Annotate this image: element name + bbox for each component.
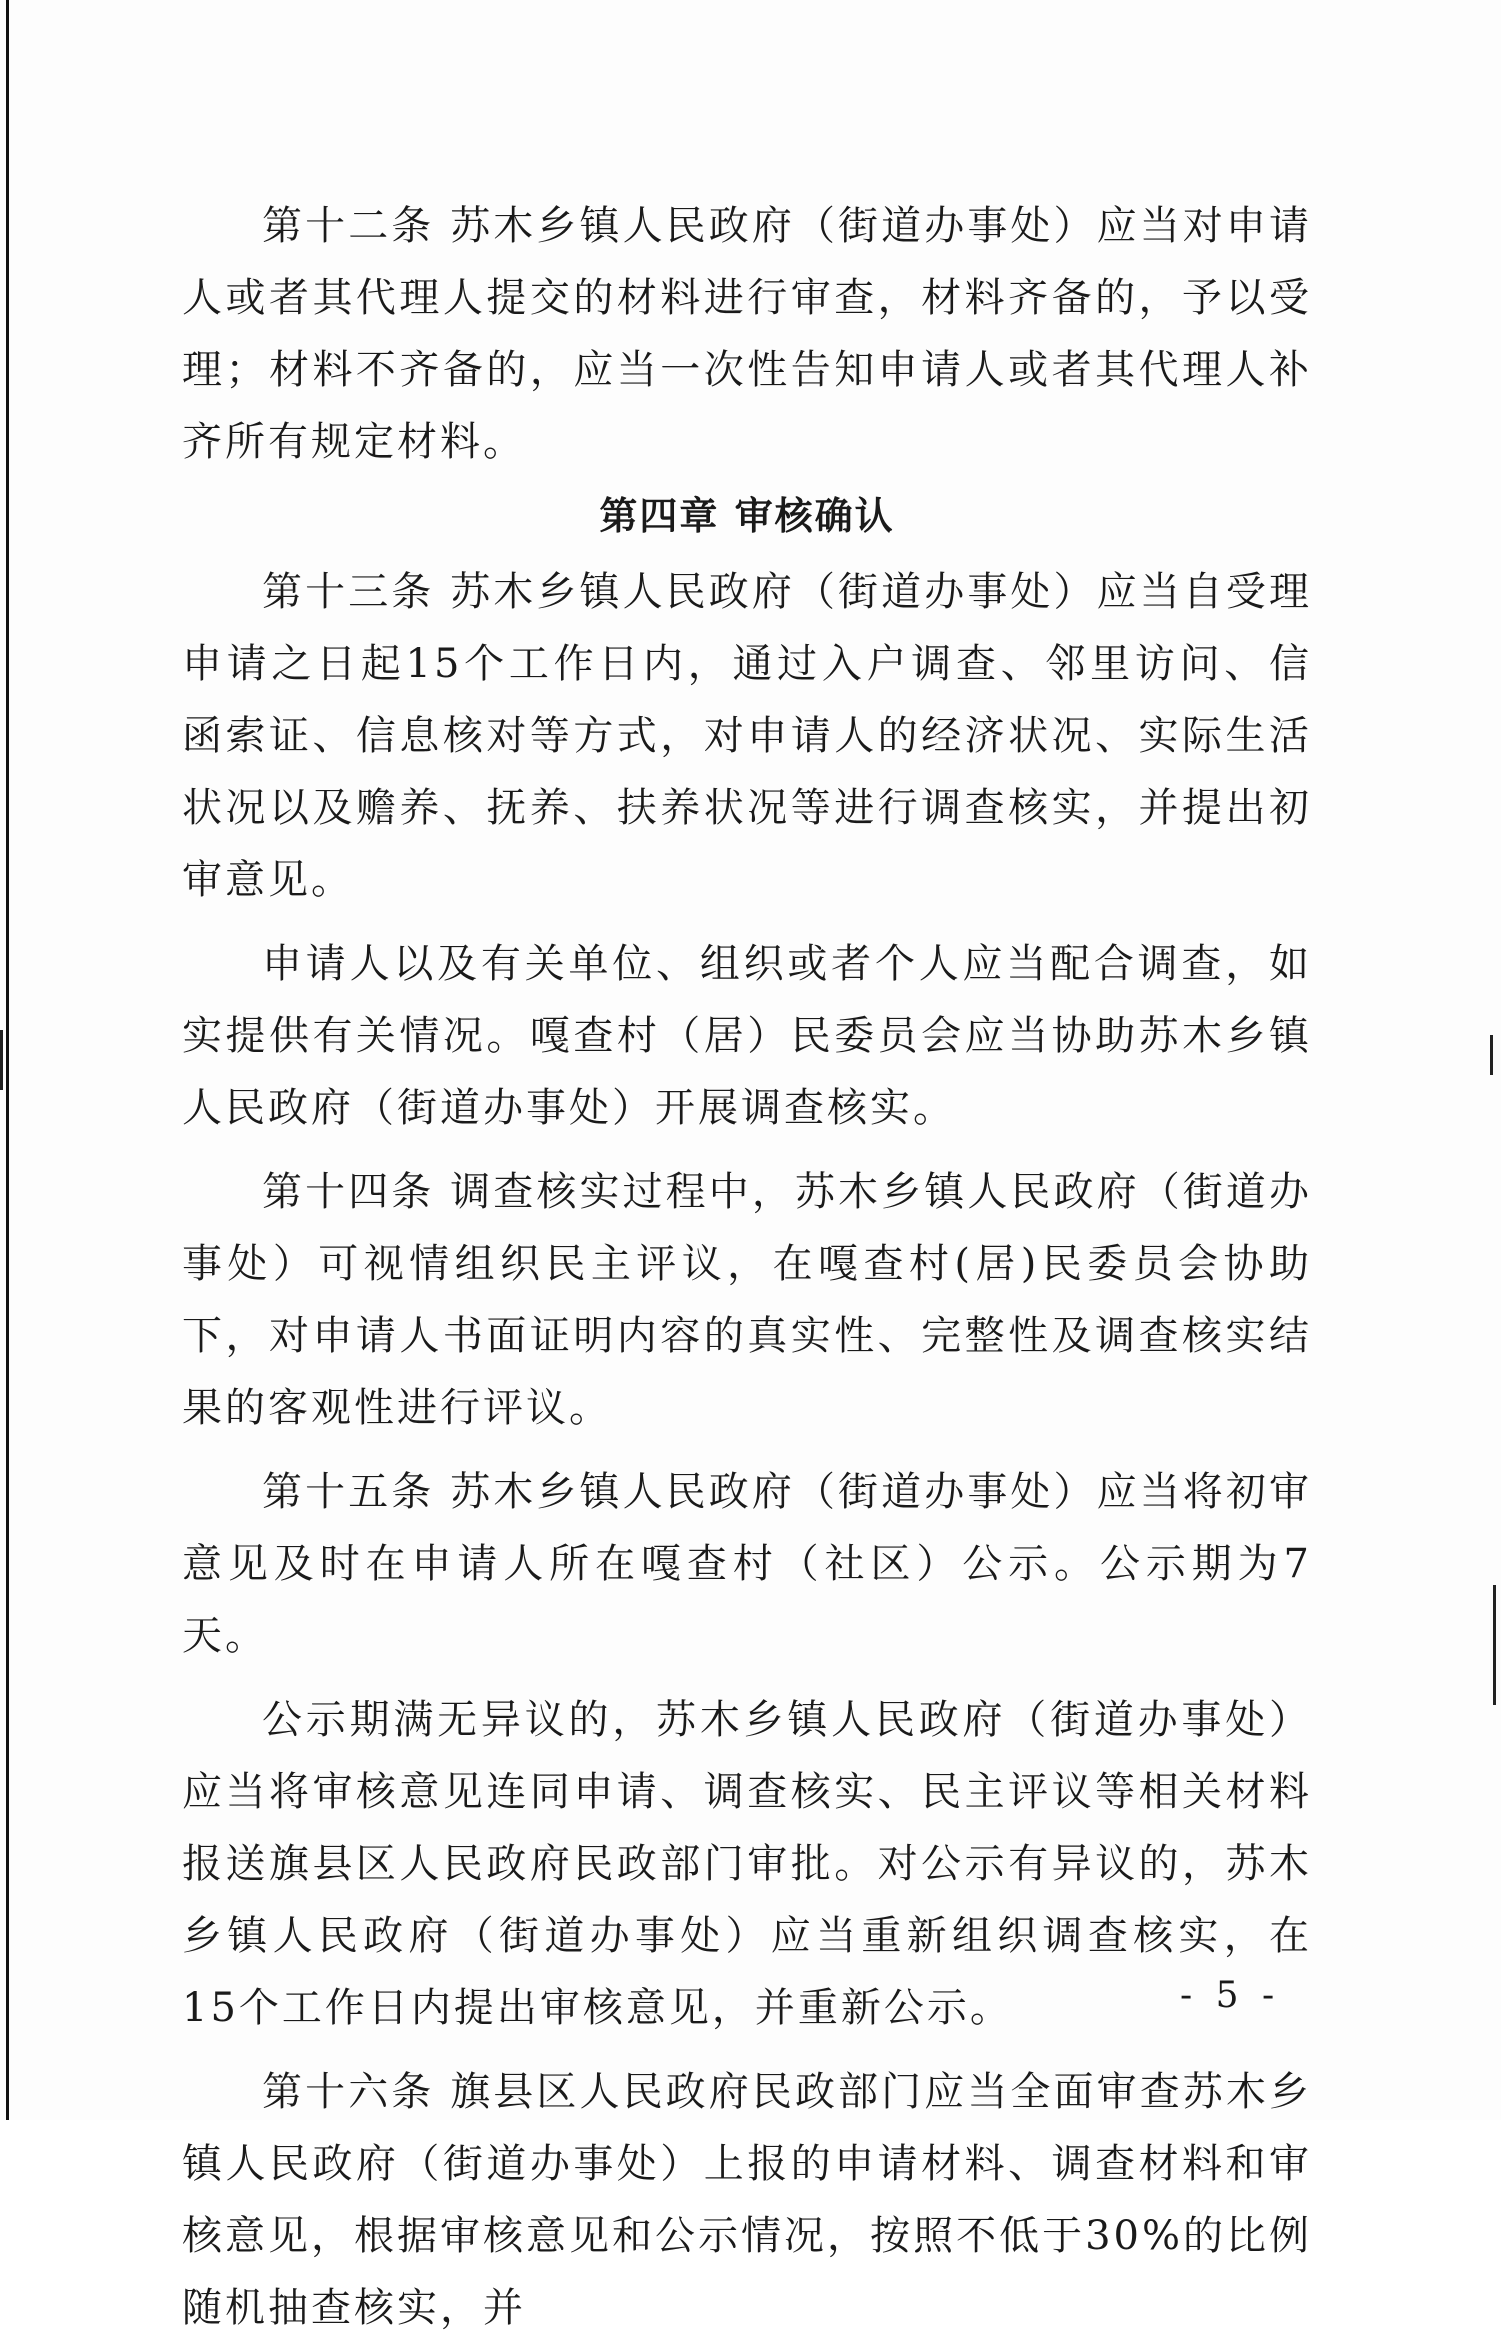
scan-mark-right-2 (1493, 1585, 1496, 1705)
paragraph-cooperation: 申请人以及有关单位、组织或者个人应当配合调查，如实提供有关情况。嘎查村（居）民委员会应当协助苏木乡镇人民政府（街道办事处）开展调查核实。 (182, 941, 1312, 1131)
scan-border-left (6, 0, 9, 2120)
paragraph-article-12: 第十二条 苏木乡镇人民政府（街道办事处）应当对申请人或者其代理人提交的材料进行审查，材料齐备的，予以受理；材料不齐备的，应当一次性告知申请人或者其代理人补齐所有规定材料。 (182, 203, 1312, 465)
paragraph-article-13: 第十三条 苏木乡镇人民政府（街道办事处）应当自受理申请之日起15个工作日内，通过入户调查、邻里访问、信函索证、信息核对等方式，对申请人的经济状况、实际生活状况以及赡养、抚养、扶养状况等进行调查核实，并提出初审意见。 (182, 569, 1312, 903)
paragraph-publicity: 公示期满无异议的，苏木乡镇人民政府（街道办事处）应当将审核意见连同申请、调查核实、民主评议等相关材料报送旗县区人民政府民政部门审批。对公示有异议的，苏木乡镇人民政府（街道办事处）应当重新组织调查核实，在15个工作日内提出审核意见，并重新公示。 (182, 1697, 1312, 2031)
paragraph-article-15: 第十五条 苏木乡镇人民政府（街道办事处）应当将初审意见及时在申请人所在嘎查村（社区）公示。公示期为7天。 (182, 1469, 1312, 1659)
scan-mark-right-1 (1490, 1035, 1493, 1075)
chapter-title: 第四章 审核确认 (599, 494, 895, 538)
document-body (182, 190, 1312, 2344)
paragraph-article-16: 第十六条 旗县区人民政府民政部门应当全面审查苏木乡镇人民政府（街道办事处）上报的申请材料、调查材料和审核意见，根据审核意见和公示情况，按照不低于30%的比例随机抽查核实，并 (182, 2069, 1312, 2331)
page-number: - 5 - (1180, 1975, 1281, 2016)
scan-mark-left-1 (0, 1030, 3, 1090)
paragraph-article-14: 第十四条 调查核实过程中，苏木乡镇人民政府（街道办事处）可视情组织民主评议，在嘎查村(居)民委员会协助下，对申请人书面证明内容的真实性、完整性及调查核实结果的客观性进行评议。 (182, 1169, 1312, 1431)
